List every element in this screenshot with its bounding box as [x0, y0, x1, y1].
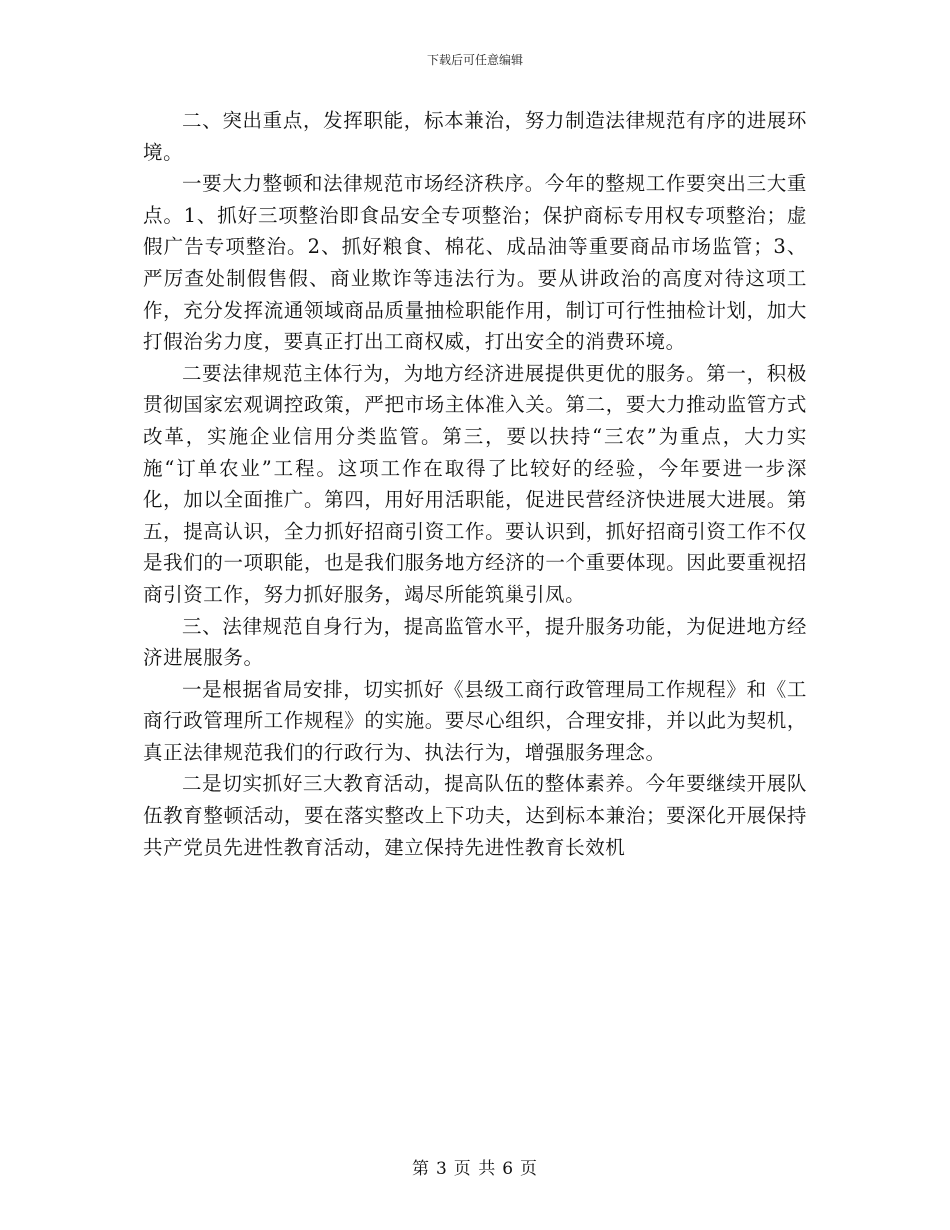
paragraph-section-two-heading: 二、突出重点，发挥职能，标本兼治，努力制造法律规范有序的进展环境。 [143, 109, 807, 164]
page-header-note: 下载后可任意编辑 [426, 53, 523, 67]
paragraph-education-activities: 二是切实抓好三大教育活动，提高队伍的整体素养。今年要继续开展队伍教育整顿活动，要在落实整改上下功夫，达到标本兼治；要深化开展保持共产党员先进性教育活动，建立保持先进性教育长效机 [143, 772, 807, 859]
document-body [143, 105, 807, 863]
paragraph-market-order: 一要大力整顿和法律规范市场经济秩序。今年的整规工作要突出三大重点。1、抓好三项整治即食品安全专项整治；保护商标专用权专项整治；虚假广告专项整治。2、抓好粮食、棉花、成品油等重要商品市场监管；3、严厉查处制假售假、商业欺诈等违法行为。要从讲政治的高度对待这项工作，充分发挥流通领域商品质量抽检职能作用，制订可行性抽检计划，加大打假治劣力度，要真正打出工商权威，打出安全的消费环境。 [143, 172, 807, 354]
footer-suffix: 页 [520, 1159, 539, 1179]
paragraph-subject-behavior: 二要法律规范主体行为，为地方经济进展提供更优的服务。第一，积极贯彻国家宏观调控政策，严把市场主体准入关。第二，要大力推动监管方式改革，实施企业信用分类监管。第三，要以扶持“三农”为重点，大力实施“订单农业”工程。这项工作在取得了比较好的经验，今年要进一步深化，加以全面推广。第四，用好用活职能，促进民营经济快进展大进展。第五，提高认识，全力抓好招商引资工作。要认识到，抓好招商引资工作不仅是我们的一项职能，也是我们服务地方经济的一个重要体现。因此要重视招商引资工作，努力抓好服务，竭尽所能筑巢引凤。 [143, 361, 807, 606]
footer-total-pages: 6 [502, 1159, 515, 1179]
page-number-footer [0, 1158, 950, 1180]
paragraph-section-three-heading: 三、法律规范自身行为，提高监管水平，提升服务功能，为促进地方经济进展服务。 [143, 614, 807, 670]
footer-prefix: 第 [411, 1159, 430, 1179]
footer-middle: 页 共 [453, 1159, 497, 1179]
footer-current-page: 3 [435, 1159, 448, 1179]
paragraph-work-rules: 一是根据省局安排，切实抓好《县级工商行政管理局工作规程》和《工商行政管理所工作规程》的实施。要尽心组织，合理安排，并以此为契机，真正法律规范我们的行政行为、执法行为，增强服务理念。 [143, 677, 807, 764]
